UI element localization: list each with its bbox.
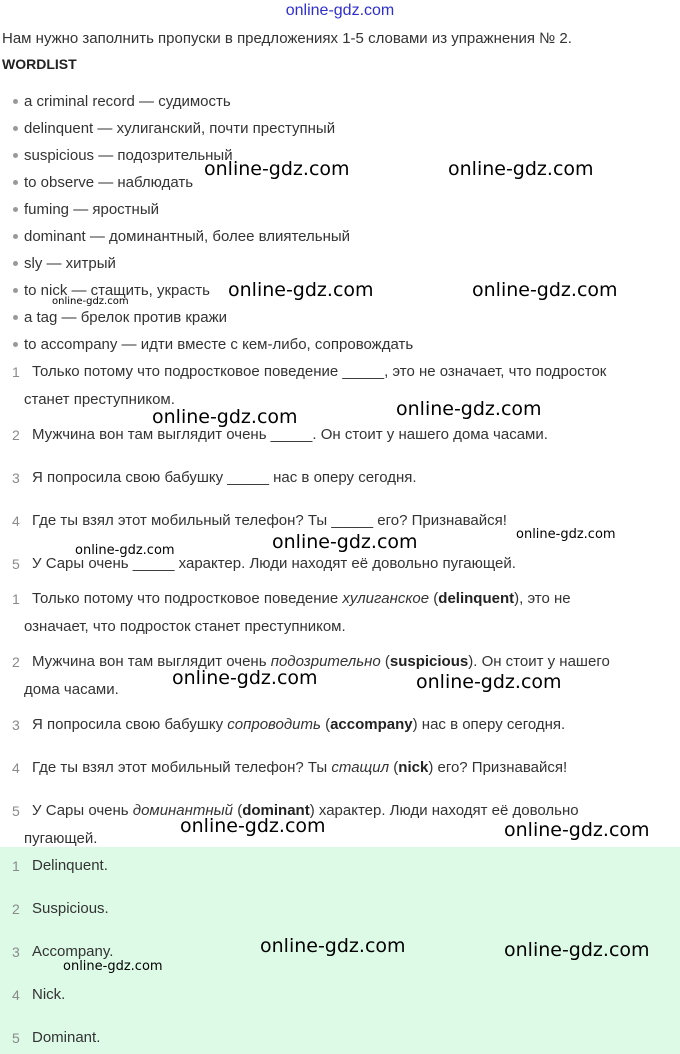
filled-sentence-continuation: пугающей. (24, 830, 98, 847)
wordlist-item: dominant — доминантный, более влиятельный (24, 228, 351, 245)
answer-text: Delinquent. (32, 857, 108, 874)
answer-text: Suspicious. (32, 900, 109, 917)
watermark: online-gdz.com (260, 935, 406, 957)
bullet-icon (13, 153, 18, 158)
item-number: 4 (12, 760, 20, 776)
watermark: online-gdz.com (152, 406, 298, 428)
wordlist-heading: WORDLIST (2, 56, 77, 72)
item-number: 1 (12, 364, 20, 380)
gap-sentence: Мужчина вон там выглядит очень _____. Он стоит у нашего дома часами. (32, 426, 548, 443)
wordlist-item: delinquent — хулиганский, почти преступный (24, 120, 336, 137)
wordlist-item: a tag — брелок против кражи (24, 309, 227, 326)
item-number: 1 (12, 591, 20, 607)
watermark: online-gdz.com (228, 279, 374, 301)
wordlist-item: sly — хитрый (24, 255, 116, 272)
site-header-watermark: online-gdz.com (285, 2, 395, 19)
watermark: online-gdz.com (63, 959, 163, 974)
watermark: online-gdz.com (75, 543, 175, 558)
watermark: online-gdz.com (416, 671, 562, 693)
filled-sentence: Только потому что подростковое поведение хулиганское (delinquent), это не (32, 590, 571, 607)
wordlist-item: to observe — наблюдать (24, 174, 194, 191)
watermark: online-gdz.com (52, 296, 129, 307)
bullet-icon (13, 207, 18, 212)
item-number: 2 (12, 427, 20, 443)
watermark: online-gdz.com (472, 279, 618, 301)
item-number: 5 (12, 556, 20, 572)
watermark: online-gdz.com (172, 667, 318, 689)
item-number: 4 (12, 513, 20, 529)
bullet-icon (13, 126, 18, 131)
answer-number: 3 (12, 944, 20, 960)
answer-text: Accompany. (32, 943, 114, 960)
wordlist-item: to accompany — идти вместе с кем-либо, сопровождать (24, 336, 414, 353)
watermark: online-gdz.com (448, 158, 594, 180)
answer-number: 1 (12, 858, 20, 874)
item-number: 3 (12, 470, 20, 486)
filled-sentence-continuation: означает, что подросток станет преступником. (24, 618, 346, 635)
item-number: 2 (12, 654, 20, 670)
answer-number: 5 (12, 1030, 20, 1046)
item-number: 5 (12, 803, 20, 819)
answer-text: Nick. (32, 986, 66, 1003)
filled-sentence: Где ты взял этот мобильный телефон? Ты стащил (nick) его? Признавайся! (32, 759, 568, 776)
wordlist-item: fuming — яростный (24, 201, 159, 218)
wordlist-item: a criminal record — судимость (24, 93, 231, 110)
watermark: online-gdz.com (504, 819, 650, 841)
filled-sentence-continuation: дома часами. (24, 681, 119, 698)
watermark: online-gdz.com (272, 531, 418, 553)
filled-sentence: Мужчина вон там выглядит очень подозрительно (suspicious). Он стоит у нашего (32, 653, 610, 670)
bullet-icon (13, 288, 18, 293)
gap-sentence: Только потому что подростковое поведение _____, это не означает, что подросток (32, 363, 607, 380)
filled-sentence: У Сары очень доминантный (dominant) характер. Люди находят её довольно (32, 802, 579, 819)
answer-text: Dominant. (32, 1029, 101, 1046)
bullet-icon (13, 99, 18, 104)
gap-sentence: У Сары очень _____ характер. Люди находят её довольно пугающей. (32, 555, 516, 572)
answer-number: 4 (12, 987, 20, 1003)
gap-sentence: Я попросила свою бабушку _____ нас в оперу сегодня. (32, 469, 417, 486)
bullet-icon (13, 261, 18, 266)
gap-sentence-continuation: станет преступником. (24, 391, 175, 408)
bullet-icon (13, 342, 18, 347)
filled-sentence: Я попросила свою бабушку сопроводить (accompany) нас в оперу сегодня. (32, 716, 566, 733)
item-number: 3 (12, 717, 20, 733)
intro-text: Нам нужно заполнить пропуски в предложениях 1-5 словами из упражнения № 2. (2, 30, 572, 47)
bullet-icon (13, 234, 18, 239)
watermark: online-gdz.com (516, 527, 616, 542)
gap-sentence: Где ты взял этот мобильный телефон? Ты _____ его? Признавайся! (32, 512, 507, 529)
wordlist-item: suspicious — подозрительный (24, 147, 233, 164)
watermark: online-gdz.com (204, 158, 350, 180)
answer-number: 2 (12, 901, 20, 917)
wordlist-item: to nick — стащить, украсть (24, 282, 210, 299)
watermark: online-gdz.com (396, 398, 542, 420)
bullet-icon (13, 180, 18, 185)
watermark: online-gdz.com (180, 815, 326, 837)
watermark: online-gdz.com (504, 939, 650, 961)
bullet-icon (13, 315, 18, 320)
